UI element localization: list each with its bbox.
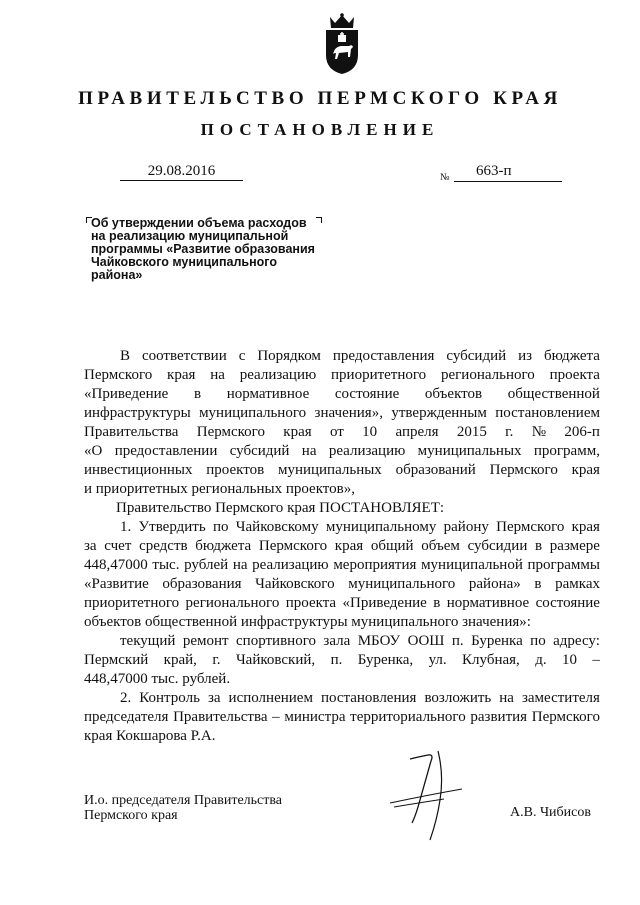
word: постановления [320, 690, 417, 706]
word: ул. [428, 652, 447, 668]
word: Правительства [173, 709, 268, 725]
body-line [84, 651, 600, 670]
body-line [84, 366, 600, 385]
word: приоритетных [95, 481, 192, 497]
word: району [443, 519, 489, 535]
word: за [84, 538, 97, 554]
word: общий [370, 538, 414, 554]
word: реализацию [239, 367, 317, 383]
word: регионального [440, 367, 535, 383]
body-line [84, 480, 600, 499]
word: № [531, 424, 547, 440]
word: 2015 [456, 424, 487, 440]
word: Пермского [215, 500, 288, 516]
word: край, [163, 652, 197, 668]
word: реализацию [252, 557, 329, 573]
word: территориального [350, 709, 466, 725]
word: нормативное [446, 595, 530, 611]
word: состояние [535, 595, 600, 611]
word: по [212, 519, 229, 535]
word: образования [162, 576, 242, 592]
word: Буренка [471, 633, 523, 649]
word: края [571, 519, 600, 535]
word: «Приведение [342, 595, 427, 611]
word: в [534, 576, 542, 592]
word: Пермского [496, 519, 565, 535]
word: развития [470, 709, 528, 725]
body-line [84, 442, 600, 461]
word: зала [323, 633, 351, 649]
word: предоставлении [114, 443, 218, 459]
word: председателя [84, 709, 169, 725]
word: общественной [144, 614, 241, 630]
body-line [84, 594, 600, 613]
body-line [84, 670, 600, 689]
word: на [499, 690, 514, 706]
word: на [301, 443, 317, 459]
word: Чайковский, [235, 652, 316, 668]
word: на [210, 367, 225, 383]
word: субсидий [229, 443, 290, 459]
word: муниципального [348, 576, 456, 592]
word: ремонт [182, 633, 229, 649]
word: 2. [120, 690, 132, 706]
word: спортивного [236, 633, 316, 649]
word: средств [139, 538, 188, 554]
word: Пермского [258, 538, 328, 554]
word: проектов», [285, 481, 355, 497]
word: – [592, 652, 600, 668]
word: размере [549, 538, 600, 554]
body-line [84, 537, 600, 556]
word: субсидий [446, 348, 507, 364]
word: края [167, 367, 196, 383]
signatory-name: А.В. Чибисов [510, 805, 591, 820]
word: п. [330, 652, 343, 668]
word: 448,47000 [84, 671, 152, 687]
word: общественной [507, 386, 600, 402]
body-line [84, 499, 600, 518]
word: апреля [395, 424, 439, 440]
word: 10 [562, 652, 578, 668]
word: значения»: [462, 614, 531, 630]
word: тыс. [152, 557, 180, 573]
word: адресу: [553, 633, 600, 649]
word: из [518, 348, 533, 364]
word: программ, [533, 443, 600, 459]
body-line [84, 727, 600, 746]
word: инфраструктуры [84, 405, 191, 421]
word: г. [212, 652, 221, 668]
word: за [207, 690, 221, 706]
body-line [84, 632, 600, 651]
date-underline [120, 180, 243, 181]
subject-line: Об утверждении объема расходов [91, 216, 307, 230]
word: района» [468, 576, 521, 592]
word: «О [84, 443, 103, 459]
word: по [530, 633, 546, 649]
body-line [84, 708, 600, 727]
word: д. [535, 652, 547, 668]
word: Правительства [84, 424, 179, 440]
word: Пермского [489, 462, 558, 478]
word: Пермского [531, 709, 600, 725]
word: приоритетного [331, 367, 427, 383]
word: программы [527, 557, 600, 573]
word: муниципальному [325, 519, 437, 535]
word: МБОУ [357, 633, 401, 649]
word: субсидии [467, 538, 528, 554]
word: в [433, 595, 441, 611]
document-subject [91, 217, 326, 282]
word: рублей. [182, 671, 231, 687]
word: значения», [314, 405, 383, 421]
body-line [84, 404, 600, 423]
word: ООШ [407, 633, 445, 649]
word: и [84, 481, 96, 497]
word: Буренка, [357, 652, 414, 668]
word: приоритетного [84, 595, 180, 611]
word: муниципального [351, 614, 463, 630]
word: бюджета [543, 348, 600, 364]
document-date: 29.08.2016 [147, 163, 216, 179]
body-line [84, 689, 600, 708]
word: Порядком [257, 348, 321, 364]
word: Пермский [84, 652, 149, 668]
document-number: 663-п [476, 163, 512, 179]
word: региональных [191, 481, 286, 497]
word: «Приведение [84, 386, 169, 402]
word: счет [104, 538, 132, 554]
word: муниципальных [277, 462, 382, 478]
word: Пермского [84, 367, 153, 383]
word: края [334, 538, 364, 554]
word: Пермского [196, 424, 265, 440]
body-line [84, 423, 600, 442]
word: на [232, 557, 248, 573]
document-type: ПОСТАНОВЛЕНИЕ [200, 120, 440, 139]
word: края [283, 424, 312, 440]
body-line [84, 347, 600, 366]
government-title: ПРАВИТЕЛЬСТВО ПЕРМСКОГО КРАЯ [78, 88, 562, 109]
word: соответствии [141, 348, 227, 364]
body-line [84, 575, 600, 594]
body-line [84, 518, 600, 537]
word: п. [451, 633, 464, 649]
signatory-position [84, 793, 282, 823]
word: рамках [555, 576, 600, 592]
word: бюджета [195, 538, 252, 554]
word: муниципального [199, 405, 307, 421]
word: предоставления [332, 348, 435, 364]
word: Чайковского [255, 576, 335, 592]
subject-line: района» [91, 268, 143, 282]
word: тыс. [151, 671, 183, 687]
word: «Развитие [84, 576, 149, 592]
word: постановлением [495, 405, 600, 421]
word: возложить [424, 690, 492, 706]
word: регионального [185, 595, 280, 611]
word: объем [421, 538, 460, 554]
word: рублей [184, 557, 229, 573]
word: нормативное [226, 386, 310, 402]
word: проектов [206, 462, 265, 478]
number-sign: № [440, 172, 450, 183]
word: инвестиционных [84, 462, 193, 478]
subject-line: на реализацию муниципальной [91, 229, 289, 243]
word: реализацию [328, 443, 406, 459]
word: 206-п [564, 424, 600, 440]
word: края [84, 728, 117, 744]
signatory-position-line: И.о. председателя Правительства [84, 793, 283, 808]
word: муниципальных [417, 443, 522, 459]
word: текущий [120, 633, 176, 649]
word: Чайковскому [235, 519, 319, 535]
signatory-position-line: Пермского края [84, 808, 178, 823]
word: объектов [84, 614, 145, 630]
word: 1. [120, 519, 132, 535]
word: края [287, 500, 320, 516]
word: министра [284, 709, 346, 725]
word: от [329, 424, 344, 440]
word: объектов [424, 386, 483, 402]
coat-of-arms-icon [322, 13, 362, 75]
word: Р.А. [190, 728, 216, 744]
word: мероприятия [333, 557, 417, 573]
word: инфраструктуры [240, 614, 352, 630]
word: проекта [285, 595, 337, 611]
body-line [84, 385, 600, 404]
word: – [272, 709, 280, 725]
word: Контроль [139, 690, 200, 706]
body-line [84, 461, 600, 480]
number-underline [454, 181, 562, 182]
word: муниципальной [421, 557, 523, 573]
word: образований [395, 462, 476, 478]
document-body [84, 347, 600, 746]
body-line [84, 613, 600, 632]
word: Кокшарова [116, 728, 191, 744]
word: исполнением [228, 690, 313, 706]
handwritten-signature-icon [388, 745, 478, 845]
word: В [120, 348, 131, 364]
body-line [84, 556, 600, 575]
word: в [535, 538, 543, 554]
subject-line: программы «Развитие образования [91, 242, 315, 256]
word: заместителя [521, 690, 600, 706]
subject-line: Чайковского муниципального [91, 255, 277, 269]
word: утвержденным [391, 405, 487, 421]
word: с [238, 348, 246, 364]
word: г. [505, 424, 514, 440]
word: ПОСТАНОВЛЯЕТ: [319, 500, 445, 516]
word: в [193, 386, 202, 402]
word: Клубная, [462, 652, 520, 668]
word: 448,47000 [84, 557, 148, 573]
word: состояние [334, 386, 400, 402]
word: Правительство [116, 500, 216, 516]
word: 10 [362, 424, 378, 440]
word: проекта [549, 367, 600, 383]
word: края [571, 462, 600, 478]
word: Утвердить [138, 519, 206, 535]
